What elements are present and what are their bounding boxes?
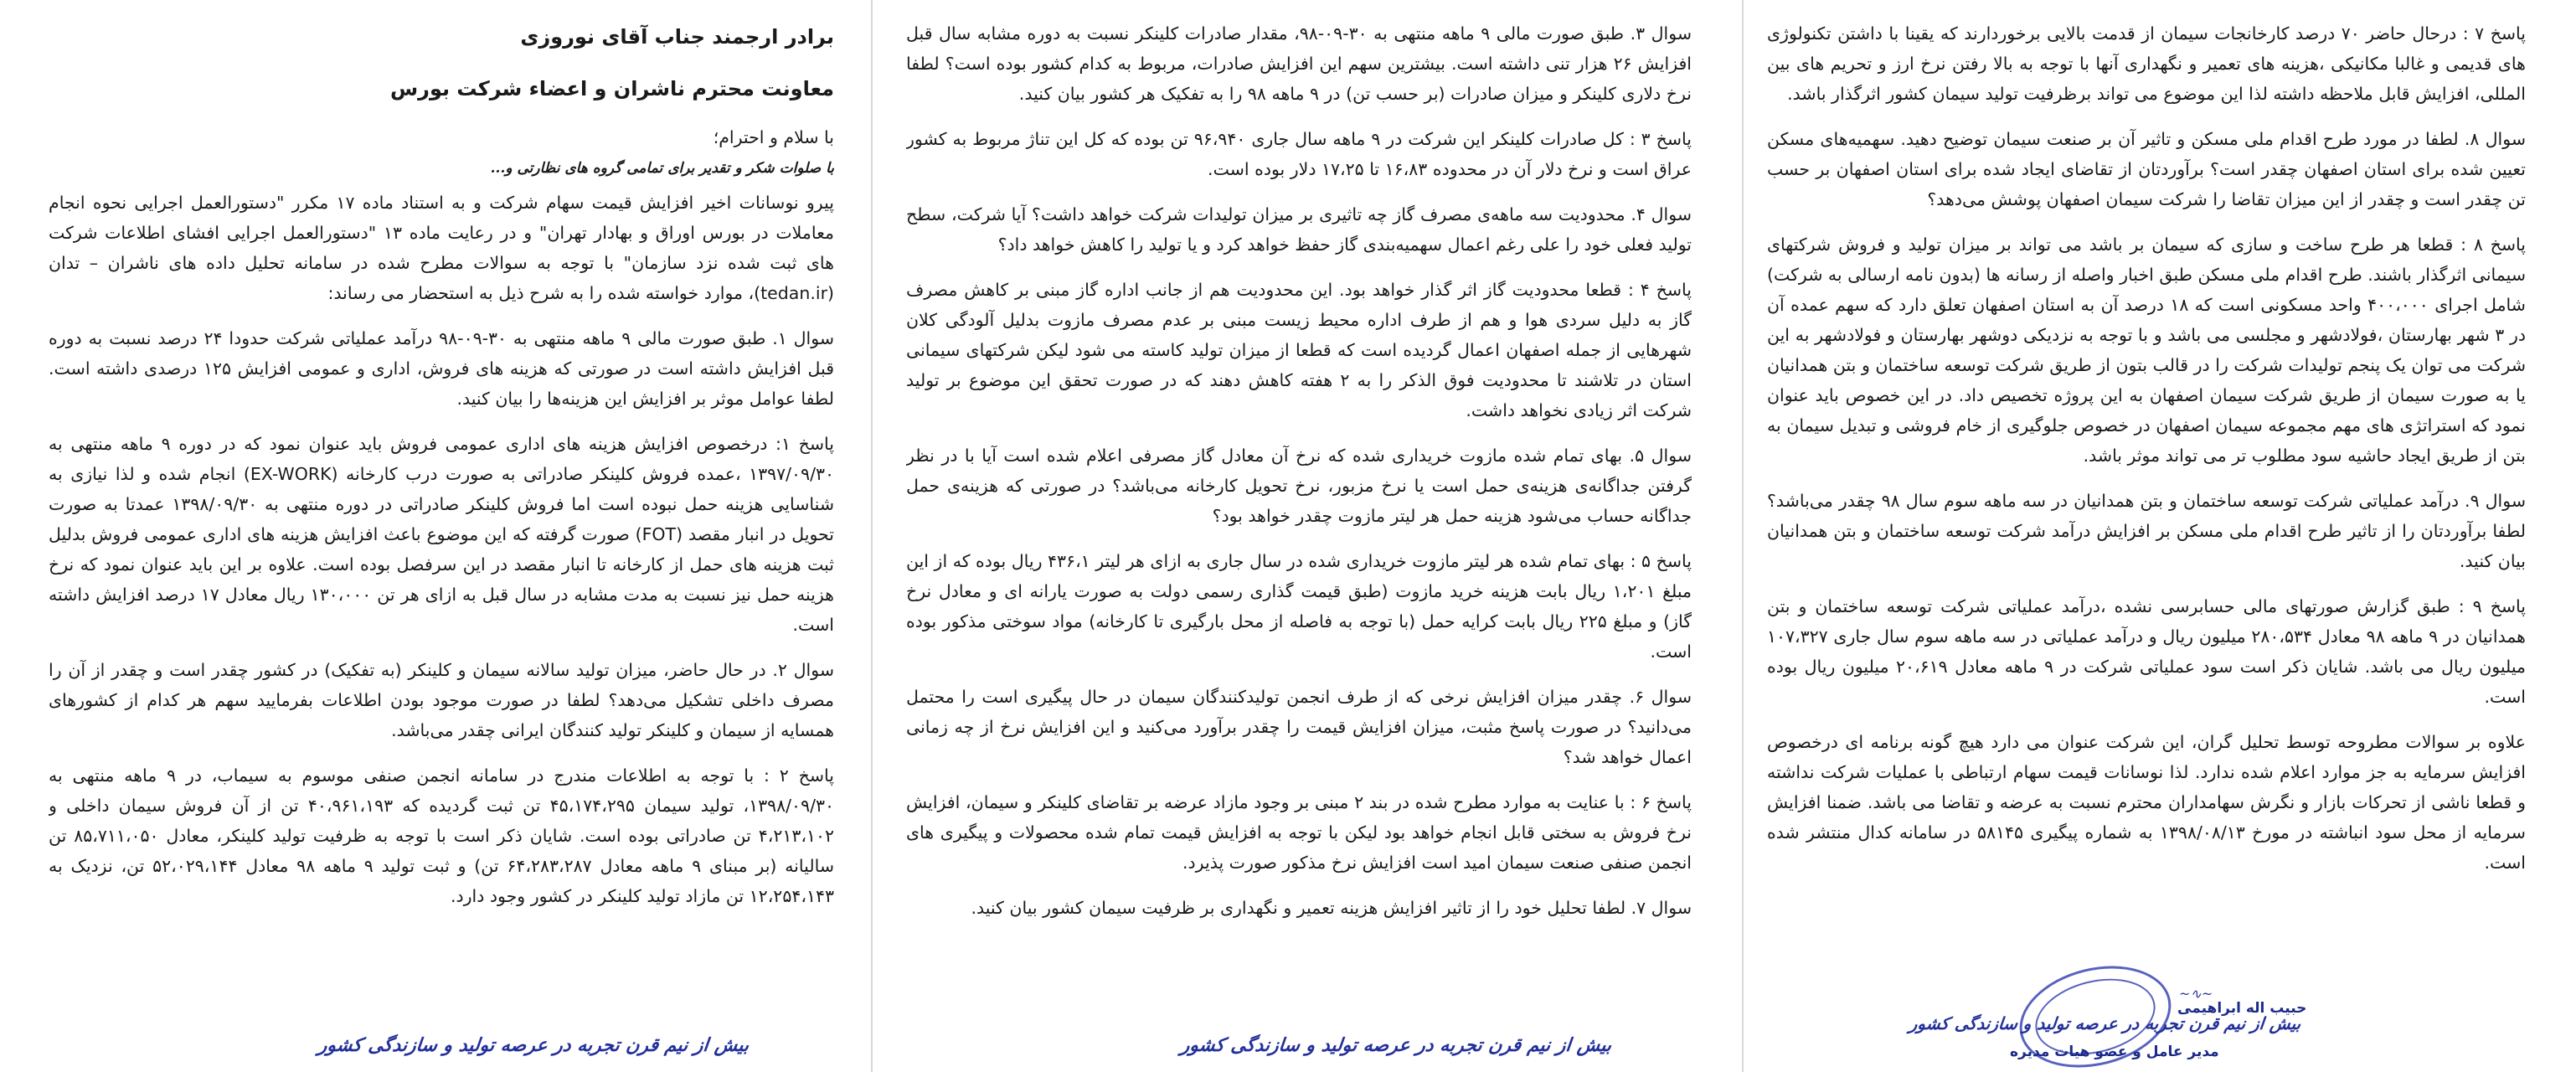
recipient-title-line: معاونت محترم ناشران و اعضاء شرکت بورس [390, 77, 834, 100]
page-2-body [906, 18, 1692, 1005]
answer-5: پاسخ ۵ : بهای تمام شده هر لیتر مازوت خریداری شده در سال جاری به ازای هر لیتر ۴۳۶،۱ ریال بوده که از این مبلغ ۱،۲۰۱ ریال بابت هزینه خرید مازوت (طبق قیمت گذاری رسمی دولت به صورت یارانه ای و معادل نرخ گاز) و مبلغ ۲۲۵ ریال بابت کرایه حمل (با توجه به فاصله از محل بارگیری تا کارخانه) مواد سوختی مذکور بوده است. [906, 551, 1692, 662]
letter-page-2 [871, 0, 1742, 1072]
question-4: سوال ۴. محدودیت سه ماهه‌ی مصرف گاز چه تاثیری بر میزان تولیدات شرکت خواهد داشت؟ آیا شرکت، سطح تولید فعلی خود را علی رغم اعمال سهمیه‌بندی گاز حفظ خواهد کرد و یا تولید را کاهش خواهد داد؟ [906, 204, 1692, 255]
answer-1: پاسخ ۱: درخصوص افزایش هزینه های اداری عمومی فروش باید عنوان نمود که در دوره ۹ ماهه منتهی به ۱۳۹۷/۰۹/۳۰ ،عمده فروش کلینکر صادراتی به صورت درب کارخانه (EX-WORK) انجام شده و لذا نیازی به شناسایی هزینه حمل نبوده است اما فروش کلینکر صادراتی در دوره منتهی به ۱۳۹۸/۰۹/۳۰ عمدتا به صورت تحویل در انبار مقصد (FOT) صورت گرفته که این موضوع باعث افزایش هزینه های اداری عمومی فروش بدلیل ثبت هزینه های حمل از کارخانه تا انبار مقصد در این سرفصل بوده است. علاوه بر این باید عنوان نمود که نرخ هزینه حمل نیز نسبت به مدت مشابه در سال قبل به ازای هر تن ۱۳۰،۰۰۰ ریال معادل ۱۷ درصد افزایش داشته است. [49, 434, 834, 635]
handwritten-signature: ~∿~ [2179, 986, 2213, 1002]
question-5: سوال ۵. بهای تمام شده مازوت خریداری شده که نرخ آن معادل گاز مصرفی اعلام شده است آیا با در نظر گرفتن جداگانه‌ی هزینه‌ی حمل است یا نرخ مزبور، نرخ تحویل کارخانه می‌باشد؟ در صورتی که هزینه‌ی حمل جداگانه حساب می‌شود هزینه حمل هر لیتر مازوت چقدر خواهد بود؟ [906, 446, 1692, 526]
recipient-line: برادر ارجمند جناب آقای نوروزی [520, 25, 834, 49]
question-9: سوال ۹. درآمد عملیاتی شرکت توسعه ساختمان و بتن همدانیان در سه ماهه سوم سال ۹۸ چقدر می‌باشد؟ لطفا برآوردتان را از تاثیر طرح اقدام ملی مسکن بر افزایش درآمد شرکت توسعه ساختمان و بتن همدانیان بیان کنید. [1767, 491, 2526, 571]
footer-slogan-signature: بیش از نیم قرن تجربه در عرصه تولید و سازندگی کشور [1908, 1013, 2302, 1033]
signer-name: حبیب اله ابراهیمی [2177, 1000, 2307, 1017]
footer-slogan-signature: بیش از نیم قرن تجربه در عرصه تولید و سازندگی کشور [1179, 1034, 1613, 1056]
page-1-body [49, 18, 834, 1005]
answer-2: پاسخ ۲ : با توجه به اطلاعات مندرج در سامانه انجمن صنفی موسوم به سیماب، در ۹ ماهه منتهی به ۱۳۹۸/۰۹/۳۰، تولید سیمان ۴۵،۱۷۴،۲۹۵ تن ثبت گردیده که ۴۰،۹۶۱،۱۹۳ تن از آن فروش سیمان داخلی و ۴،۲۱۳،۱۰۲ تن صادراتی بوده است. شایان ذکر است با توجه به ظرفیت تولید کلینکر، معادل ۸۵،۷۱۱،۰۵۰ تن سالیانه (بر مبنای ۹ ماهه معادل ۶۴،۲۸۳،۲۸۷ تن) و ثبت تولید ۹ ماهه ۹۸ معادل ۵۲،۰۲۹،۱۴۴ تن، نزدیک به ۱۲،۲۵۴،۱۴۳ تن مازاد تولید کلینکر در کشور وجود دارد. [49, 765, 834, 906]
question-3: سوال ۳. طبق صورت مالی ۹ ماهه منتهی به ۳۰-۰۹-۹۸، مقدار صادرات کلینکر نسبت به دوره مشابه سال قبل افزایش ۲۶ هزار تنی داشته است. بیشترین سهم این افزایش صادرات، مربوط به کدام کشور بوده است؟ لطفا نرخ دلاری کلینکر و میزان صادرات (بر حسب تن) در ۹ ماهه ۹۸ را به تفکیک هر کشور بیان کنید. [906, 23, 1692, 104]
question-1: سوال ۱. طبق صورت مالی ۹ ماهه منتهی به ۳۰-۰۹-۹۸ درآمد عملیاتی شرکت حدودا ۲۴ درصد نسبت به دوره قبل افزایش داشته است در صورتی که هزینه های فروش، اداری و عمومی افزایش ۱۲۵ درصدی داشته است. لطفا عوامل موثر بر افزایش این هزینه‌ها را بیان کنید. [49, 328, 834, 409]
question-2: سوال ۲. در حال حاضر، میزان تولید سالانه سیمان و کلینکر (به تفکیک) در کشور چقدر است و چقدر از آن را مصرف داخلی تشکیل می‌دهد؟ لطفا در صورت موجود بودن اطلاعات بفرمایید سهم هر کدام از کشورهای همسایه از سیمان و کلینکر تولید کنندگان ایرانی چقدر می‌باشد. [49, 660, 834, 740]
footer-slogan-signature: بیش از نیم قرن تجربه در عرصه تولید و سازندگی کشور [317, 1034, 750, 1056]
closing-paragraph: علاوه بر سوالات مطروحه توسط تحلیل گران، این شرکت عنوان می دارد هیچ گونه برنامه ای درخصوص افزایش سرمایه به جز موارد اعلام شده ندارد. لذا نوسانات قیمت سهام ارتباطی با عملیات شرکت نداشته و قطعا ناشی از تحرکات بازار و نگرش سهامداران محترم نسبت به عرضه و تقاضا می باشد. ضمنا افزایش سرمایه از محل سود انباشته در مورخ ۱۳۹۸/۰۸/۱۳ به شماره پیگیری ۵۸۱۴۵ در سامانه کدال منتشر شده است. [1767, 732, 2526, 873]
question-6: سوال ۶. چقدر میزان افزایش نرخی که از طرف انجمن تولیدکنندگان سیمان در حال پیگیری است را محتمل می‌دانید؟ در صورت پاسخ مثبت، میزان افزایش قیمت را چقدر برآورد می‌کنید و این افزایش نرخ از چه زمانی اعمال خواهد شد؟ [906, 687, 1692, 767]
signer-title: مدیر عامل و عضو هیات مدیره [2010, 1044, 2219, 1060]
answer-9: پاسخ ۹ : طبق گزارش صورتهای مالی حسابرسی نشده ،درآمد عملیاتی شرکت توسعه ساختمان و بتن همدانیان در ۹ ماهه ۹۸ معادل ۲۸۰،۵۳۴ میلیون ریال و درآمد عملیاتی در سه ماهه سوم سال جاری ۱۰۷،۳۲۷ میلیون ریال می باشد. شایان ذکر است سود عملیاتی شرکت در ۹ ماهه معادل ۲۰،۶۱۹ میلیون ریال بوده است. [1767, 596, 2526, 707]
answer-6: پاسخ ۶ : با عنایت به موارد مطرح شده در بند ۲ مبنی بر وجود مازاد عرضه بر تقاضای کلینکر و سیمان، افزایش نرخ فروش به سختی قابل انجام خواهد بود لیکن با توجه به افزایش قیمت تمام شده محصولات و پیگیری های انجمن صنفی صنعت سیمان امید است افزایش نرخ مذکور صورت پذیرد. [906, 792, 1692, 873]
intro-paragraph: پیرو نوسانات اخیر افزایش قیمت سهام شرکت و به استناد ماده ۱۷ مکرر "دستورالعمل اجرایی نحوه انجام معاملات در بورس اوراق و بهادار تهران" و در رعایت ماده ۱۳ "دستورالعمل اجرایی افشای اطلاعات شرکت های ثبت شده نزد سازمان" با توجه به سوالات مطرح شده در سامانه تحلیل داده های ناشران – تدان (tedan.ir)، موارد خواسته شده را به شرح ذیل به استحضار می رساند: [49, 193, 834, 303]
greeting: با سلام و احترام؛ [713, 127, 834, 147]
question-8: سوال ۸. لطفا در مورد طرح اقدام ملی مسکن و تاثیر آن بر صنعت سیمان توضیح دهید. سهمیه‌های مسکن تعیین شده برای استان اصفهان چقدر است؟ برآوردتان از تقاضای ایجاد شده برای استان اصفهان بر حسب تن چقدر است و چقدر از این میزان تقاضا را شرکت سیمان اصفهان پوشش می‌دهد؟ [1767, 129, 2526, 209]
page-3-body [1767, 18, 2526, 946]
answer-8: پاسخ ۸ : قطعا هر طرح ساخت و سازی که سیمان بر باشد می تواند بر میزان تولید و فروش شرکتهای سیمانی اثرگذار باشند. طرح اقدام ملی مسکن طبق اخبار واصله از رسانه ها (بدون نامه ارسالی به شرکت) شامل اجرای ۴۰۰،۰۰۰ واحد مسکونی است که ۱۸ درصد آن به استان اصفهان تعلق دارد که سهم عمده آن در ۳ شهر بهارستان ،فولادشهر و مجلسی می باشد و با توجه به نزدیکی دوشهر بهارستان و فولادشهر به این شرکت می توان یک پنجم تولیدات شرکت را در قالب بتون از طریق شرکت توسعه ساختمان و بتن همدانیان یا به صورت سیمان از طریق شرکت سیمان اصفهان به این پروژه تخصیص داد. در این خصوص باید عنوان نمود که استراتژی های مهم مجموعه سیمان اصفهان در خصوص جلوگیری از خام فروشی و تبدیل سیمان به بتن از طریق ایجاد حاشیه سود مطلوب تر می تواند موثر باشد. [1767, 234, 2526, 466]
answer-3: پاسخ ۳ : کل صادرات کلینکر این شرکت در ۹ ماهه سال جاری ۹۶،۹۴۰ تن بوده که کل این تناژ مربوط به کشور عراق است و نرخ دلار آن در محدوده ۱۶،۸۳ تا ۱۷،۲۵ دلار بوده است. [906, 129, 1692, 179]
question-7: سوال ۷. لطفا تحلیل خود را از تاثیر افزایش هزینه تعمیر و نگهداری بر ظرفیت سیمان کشور بیان کنید. [971, 898, 1692, 918]
answer-7: پاسخ ۷ : درحال حاضر ۷۰ درصد کارخانجات سیمان از قدمت بالایی برخوردارند که یقینا با داشتن تکنولوژی های قدیمی و غالبا مکانیکی ،هزینه های تعمیر و نگهداری آنها با توجه به بالا رفتن نرخ ارز و تحریم های بین المللی، افزایش قابل ملاحظه داشته لذا این موضوع می تواند برظرفیت تولید سیمان کشور اثرگذار باشد. [1767, 23, 2526, 104]
answer-4: پاسخ ۴ : قطعا محدودیت گاز اثر گذار خواهد بود. این محدودیت هم از جانب اداره گاز مبنی بر کاهش مصرف گاز به دلیل سردی هوا و هم از طرف اداره محیط زیست مبنی بر عدم مصرف مازوت بدلیل آلودگی کلان شهرهایی از جمله اصفهان اعمال گردیده است که قطعا از میزان تولید کاسته می شود لیکن شرکتهای سیمانی استان در تلاشند تا محدودیت فوق الذکر را به ۲ هفته کاهش دهند که در صورت تحقق این موضوع بر تولید شرکت اثر زیادی نخواهد داشت. [906, 280, 1692, 420]
letter-page-1 [0, 0, 871, 1072]
handwritten-note: با صلوات شکر و تقدیر برای تمامی گروه های نظارتی و... [490, 160, 834, 177]
letter-page-3 [1742, 0, 2576, 1072]
